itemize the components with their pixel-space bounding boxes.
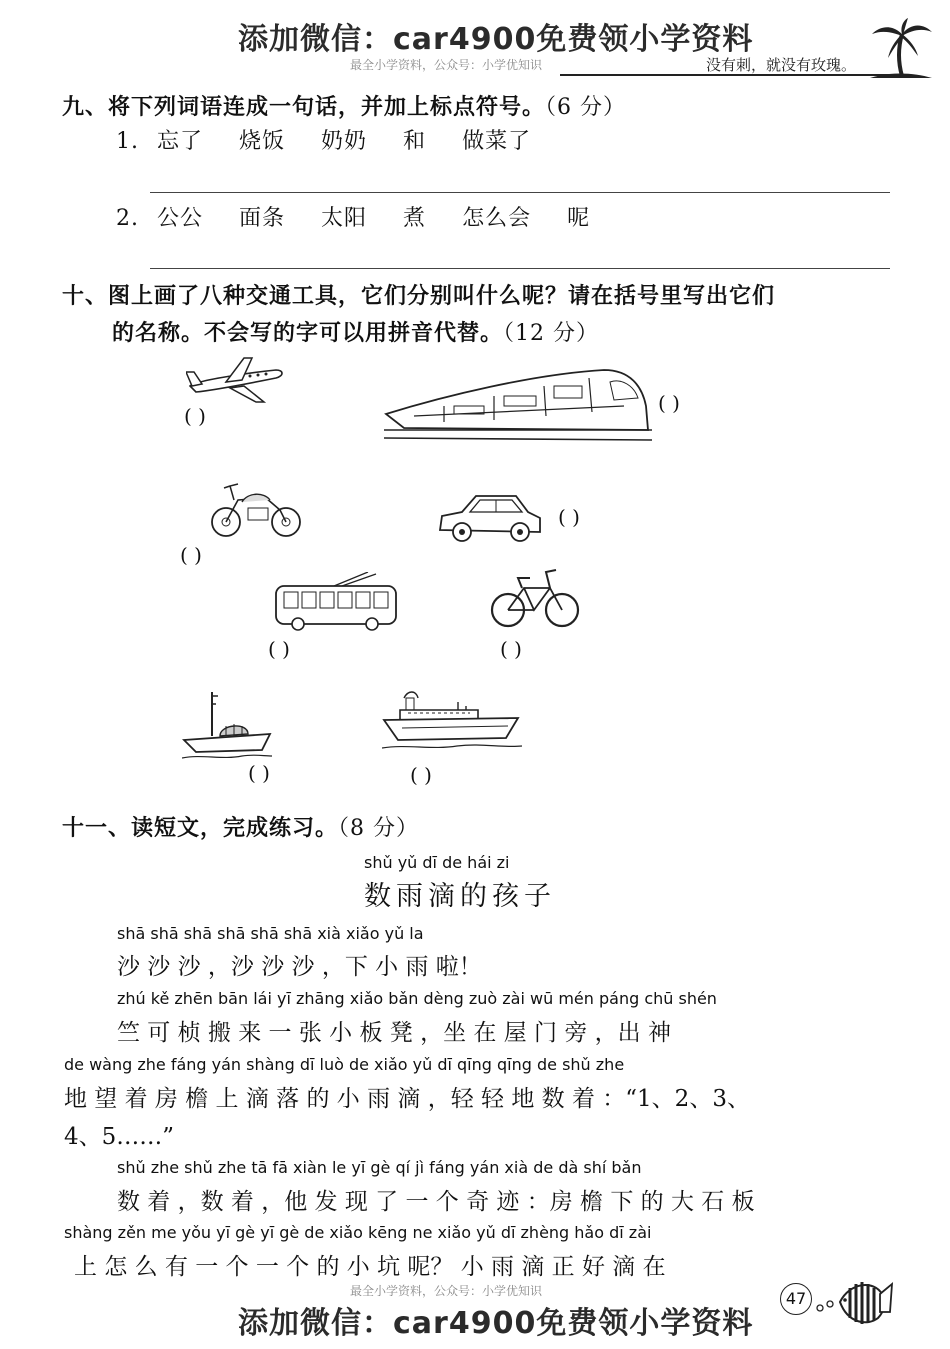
- word-chip: 公公: [157, 206, 204, 231]
- passage-hanzi-line: 地 望 着 房 檐 上 滴 落 的 小 雨 滴 ，轻 轻 地 数 着 ：“1、2、3、: [64, 1086, 750, 1112]
- q9-item-2: [116, 201, 618, 232]
- header-watermark: 添加微信：car4900免费领小学资料: [238, 22, 754, 57]
- answer-paren-airplane[interactable]: ( ): [184, 404, 206, 428]
- passage-pinyin-line: shàng zěn me yǒu yī gè yī gè de xiǎo kēng ne xiǎo yǔ dī zhèng hǎo dī zài: [64, 1223, 652, 1242]
- answer-paren-bicycle[interactable]: ( ): [500, 637, 522, 661]
- ship-icon: [382, 688, 522, 754]
- answer-paren-bus[interactable]: ( ): [268, 637, 290, 661]
- passage-hanzi-line: 竺 可 桢 搬 来 一 张 小 板 凳 ，坐 在 屋 门 旁 ，出 神: [117, 1020, 671, 1046]
- word-chip: 呢: [567, 206, 591, 231]
- answer-paren-ship[interactable]: ( ): [410, 763, 432, 787]
- word-chip: 奶奶: [321, 129, 368, 154]
- bus-icon: [272, 572, 402, 634]
- answer-line-1[interactable]: [150, 192, 890, 193]
- passage-hanzi-line: 4、5……”: [64, 1124, 175, 1150]
- q9-item-1: [116, 124, 559, 155]
- word-chip: 烧饭: [239, 129, 286, 154]
- train-icon: [384, 356, 654, 446]
- q10-heading-line1: 十、图上画了八种交通工具，它们分别叫什么呢？请在括号里写出它们: [62, 284, 776, 309]
- q11-points: （8 分）: [338, 816, 420, 841]
- passage-pinyin-line: zhú kě zhēn bān lái yī zhāng xiǎo bǎn dèng zuò zài wū mén páng chū shén: [117, 989, 717, 1008]
- answer-paren-boat[interactable]: ( ): [248, 761, 270, 785]
- word-chip: 忘了: [157, 129, 204, 154]
- word-chip: 做菜了: [462, 129, 532, 154]
- word-chip: 煮: [403, 206, 427, 231]
- footer-faint-text: 最全小学资料，公众号：小学优知识: [350, 1284, 543, 1298]
- q10-heading-line2: [112, 316, 599, 347]
- passage-pinyin-line: de wàng zhe fáng yán shàng dī luò de xiǎo yǔ dī qīng qīng de shǔ zhe: [64, 1055, 625, 1074]
- passage-hanzi-line: 沙 沙 沙 ，沙 沙 沙 ，下 小 雨 啦！: [117, 954, 482, 980]
- title-pinyin: shǔ yǔ dī de hái zi: [364, 853, 510, 872]
- word-chip: 和: [403, 129, 427, 154]
- motorcycle-icon: [208, 480, 304, 540]
- answer-line-2[interactable]: [150, 268, 890, 269]
- q9-heading-text: 九、将下列词语连成一句话，并加上标点符号。: [62, 95, 546, 120]
- page-number: 47: [780, 1283, 812, 1315]
- q11-heading: [62, 811, 419, 842]
- q9-item-number: 1.: [116, 129, 139, 154]
- q9-heading: [62, 90, 626, 121]
- boat-icon: [182, 690, 272, 762]
- answer-paren-car[interactable]: ( ): [558, 505, 580, 529]
- passage-pinyin-line: shā shā shā shā shā shā xià xiǎo yǔ la: [117, 924, 424, 943]
- bicycle-icon: [490, 566, 580, 630]
- word-chip: 面条: [239, 206, 286, 231]
- word-chip: 怎么会: [462, 206, 532, 231]
- q10-heading-text: 的名称。不会写的字可以用拼音代替。: [112, 321, 504, 346]
- passage-title: 数雨滴的孩子: [364, 881, 556, 912]
- footer-watermark: 添加微信：car4900免费领小学资料: [238, 1306, 754, 1341]
- passage-hanzi-line: 上 怎 么 有 一 个 一 个 的 小 坑 呢？ 小 雨 滴 正 好 滴 在: [74, 1254, 666, 1280]
- q11-heading-text: 十一、读短文，完成练习。: [62, 816, 339, 841]
- answer-paren-motorcycle[interactable]: ( ): [180, 543, 202, 567]
- fish-icon: [814, 1272, 894, 1328]
- car-icon: [436, 490, 544, 548]
- q10-points: （12 分）: [503, 321, 600, 346]
- passage-hanzi-line: 数 着 ，数 着 ，他 发 现 了 一 个 奇 迹 ：房 檐 下 的 大 石 板: [117, 1189, 755, 1215]
- airplane-icon: [186, 356, 286, 406]
- q9-points: （6 分）: [545, 95, 627, 120]
- q9-item-number: 2.: [116, 206, 139, 231]
- word-chip: 太阳: [321, 206, 368, 231]
- header-motto: 没有刺，就没有玫瑰。: [706, 56, 857, 74]
- passage-pinyin-line: shǔ zhe shǔ zhe tā fā xiàn le yī gè qí jì fáng yán xià de dà shí bǎn: [117, 1158, 642, 1177]
- palm-tree-icon: [868, 18, 934, 80]
- answer-paren-train[interactable]: ( ): [658, 391, 680, 415]
- header-divider: [560, 74, 900, 76]
- header-faint-text: 最全小学资料，公众号：小学优知识: [350, 58, 543, 72]
